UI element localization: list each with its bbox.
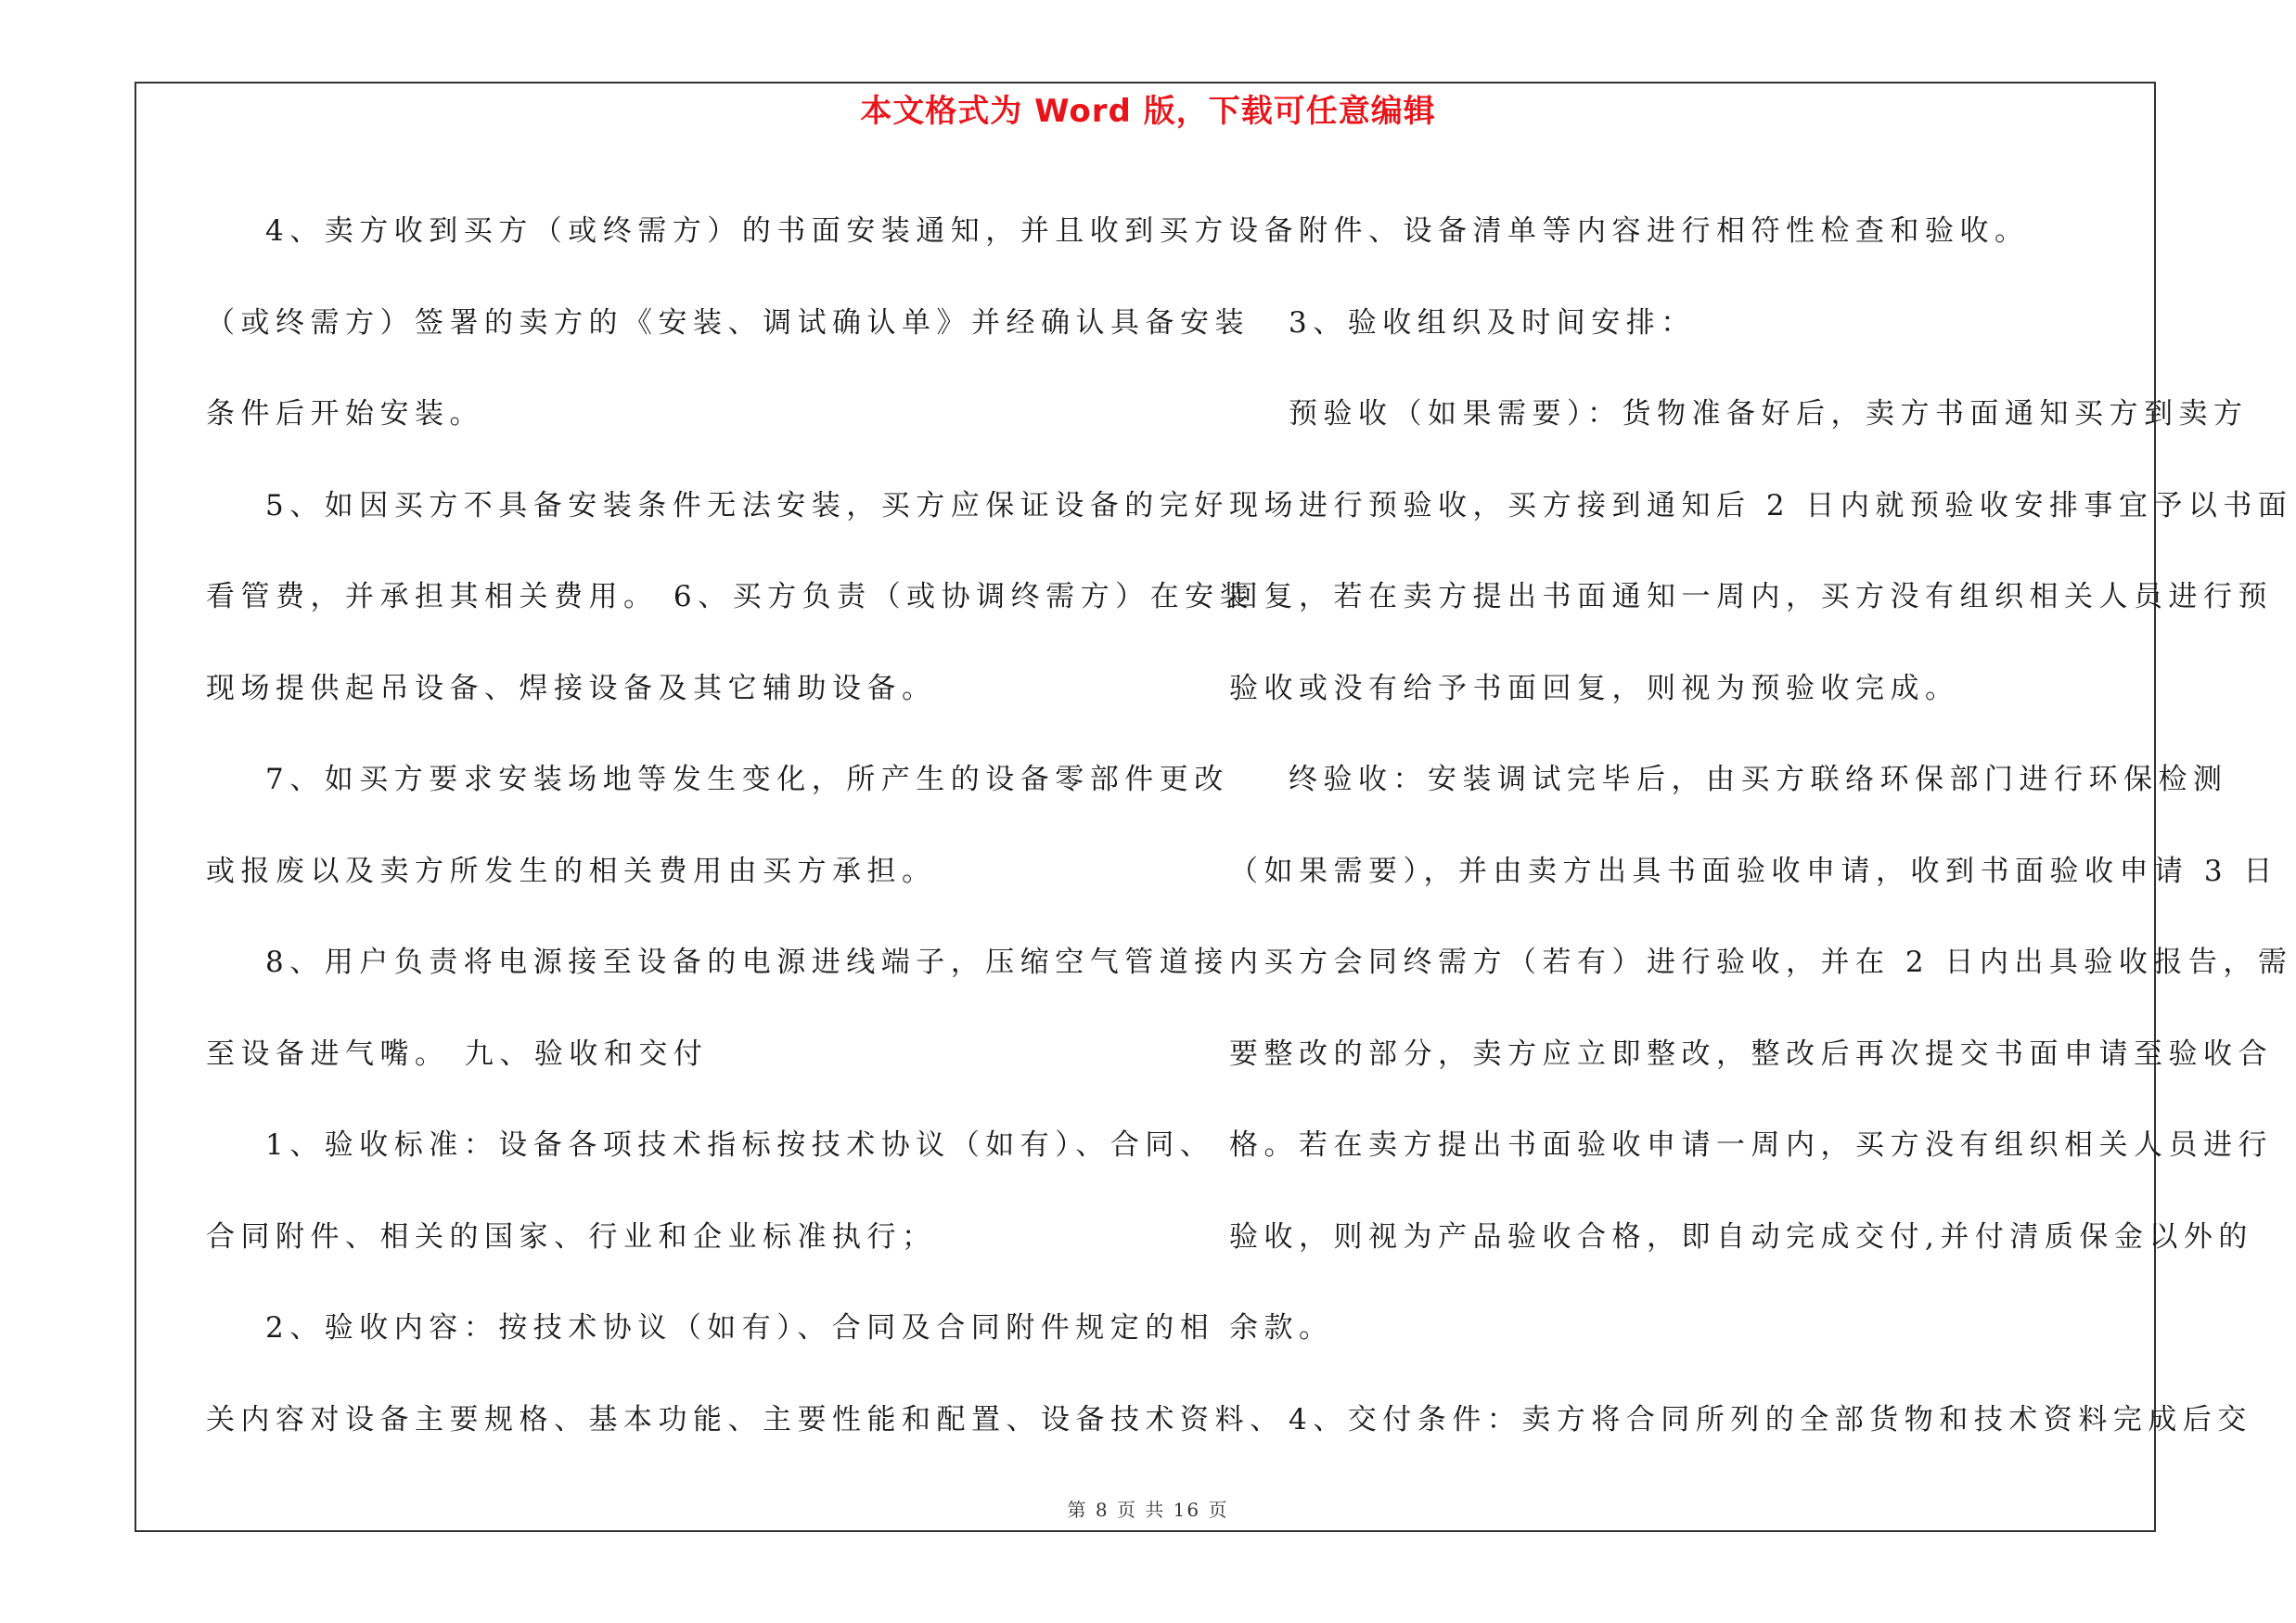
- paragraph-line: 内买方会同终需方（若有）进行验收，并在 2 日内出具验收报告，需: [1229, 946, 2293, 979]
- paragraph-line: 至设备进气嘴。 九、验收和交付: [206, 1037, 709, 1071]
- paragraph-line: 4、交付条件：卖方将合同所列的全部货物和技术资料完成后交: [1289, 1402, 2252, 1436]
- paragraph-line: 合同附件、相关的国家、行业和企业标准执行；: [206, 1219, 937, 1254]
- paragraph-line: （如果需要），并由卖方出具书面验收申请，收到书面验收申请 3 日: [1229, 854, 2278, 888]
- paragraph-line: 3、验收组织及时间安排：: [1289, 305, 1696, 340]
- paragraph-line: 7、如买方要求安装场地等发生变化，所产生的设备零部件更改: [265, 763, 1229, 796]
- paragraph-line: 5、如因买方不具备安装条件无法安装，买方应保证设备的完好: [265, 488, 1229, 522]
- right-column: [1229, 186, 2293, 1465]
- paragraph-line: 回复，若在卖方提出书面通知一周内，买方没有组织相关人员进行预: [1229, 580, 2273, 613]
- paragraph-line: 余款。: [1229, 1311, 1334, 1345]
- paragraph-line: 格。若在卖方提出书面验收申请一周内，买方没有组织相关人员进行: [1229, 1128, 2273, 1162]
- paragraph-line: 终验收：安装调试完毕后，由买方联络环保部门进行环保检测: [1289, 763, 2228, 796]
- word-format-banner: 本文格式为 Word 版，下载可任意编辑: [860, 93, 1436, 130]
- paragraph-line: 关内容对设备主要规格、基本功能、主要性能和配置、设备技术资料、: [206, 1402, 1285, 1436]
- paragraph-line: 看管费，并承担其相关费用。 6、买方负责（或协调终需方）在安装: [206, 580, 1255, 613]
- paragraph-line: 验收或没有给予书面回复，则视为预验收完成。: [1229, 671, 1960, 705]
- paragraph-line: 现场进行预验收，买方接到通知后 2 日内就预验收安排事宜予以书面: [1229, 488, 2293, 522]
- paragraph-line: 要整改的部分，卖方应立即整改，整改后再次提交书面申请至验收合: [1229, 1037, 2273, 1071]
- paragraph-line: 条件后开始安装。: [206, 397, 484, 431]
- paragraph-line: 1、验收标准：设备各项技术指标按技术协议（如有）、合同、: [265, 1128, 1215, 1162]
- paragraph-line: 验收，则视为产品验收合格，即自动完成交付,并付清质保金以外的: [1229, 1219, 2253, 1254]
- paragraph-line: 设备附件、设备清单等内容进行相符性检查和验收。: [1229, 214, 2030, 248]
- page-number-footer: 第 8 页 共 16 页: [1067, 1499, 1229, 1521]
- paragraph-line: 2、验收内容：按技术协议（如有）、合同及合同附件规定的相: [265, 1311, 1215, 1345]
- paragraph-line: 或报废以及卖方所发生的相关费用由买方承担。: [206, 854, 937, 888]
- paragraph-line: 现场提供起吊设备、焊接设备及其它辅助设备。: [206, 671, 937, 705]
- paragraph-line: 预验收（如果需要）：货物准备好后，卖方书面通知买方到卖方: [1289, 397, 2249, 431]
- paragraph-line: 4、卖方收到买方（或终需方）的书面安装通知，并且收到买方: [265, 214, 1229, 248]
- paragraph-line: （或终需方）签署的卖方的《安装、调试确认单》并经确认具备安装: [206, 305, 1250, 340]
- paragraph-line: 8、用户负责将电源接至设备的电源进线端子，压缩空气管道接: [265, 946, 1229, 979]
